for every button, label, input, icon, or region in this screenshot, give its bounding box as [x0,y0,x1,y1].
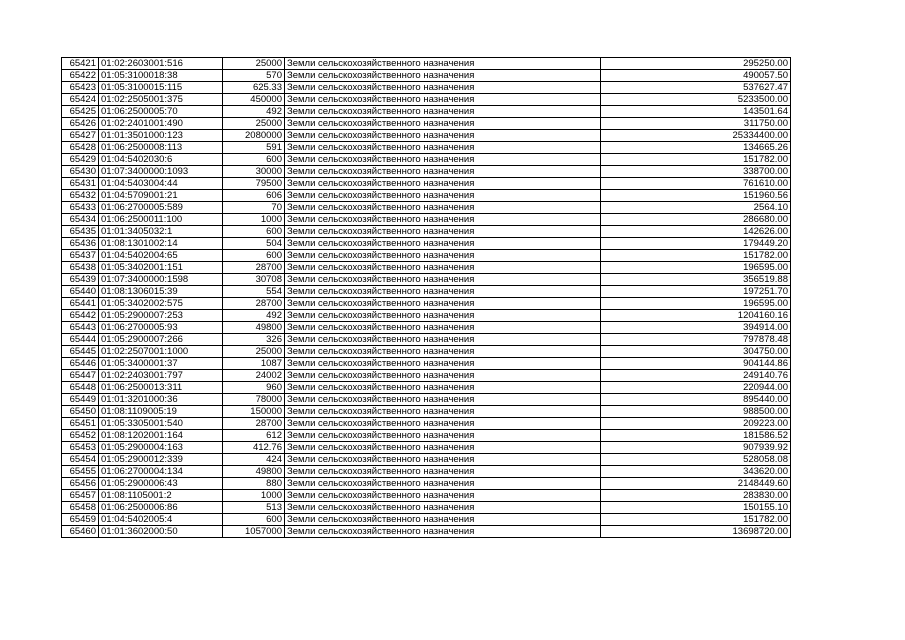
table-row [62,250,791,262]
land-category-cell: Земли сельскохозяйственного назначения [285,154,601,166]
table-row [62,178,791,190]
land-category-cell: Земли сельскохозяйственного назначения [285,142,601,154]
table-row [62,418,791,430]
row-number-cell: 65458 [62,502,99,514]
cadastral-value-cell: 142626.00 [601,226,791,238]
land-category-cell: Земли сельскохозяйственного назначения [285,322,601,334]
cadastral-value-cell: 895440.00 [601,394,791,406]
land-category-cell: Земли сельскохозяйственного назначения [285,238,601,250]
area-cell: 25000 [223,118,285,130]
area-cell: 513 [223,502,285,514]
table-body [62,58,791,538]
cadastral-number-cell: 01:06:2700005:93 [99,322,223,334]
cadastral-value-cell: 797878.48 [601,334,791,346]
land-category-cell: Земли сельскохозяйственного назначения [285,82,601,94]
table-row [62,430,791,442]
row-number-cell: 65430 [62,166,99,178]
cadastral-number-cell: 01:01:3405032:1 [99,226,223,238]
cadastral-value-cell: 25334400.00 [601,130,791,142]
area-cell: 600 [223,226,285,238]
cadastral-value-cell: 151782.00 [601,154,791,166]
cadastral-number-cell: 01:05:2900007:266 [99,334,223,346]
table-row [62,70,791,82]
cadastral-value-cell: 311750.00 [601,118,791,130]
area-cell: 2080000 [223,130,285,142]
land-category-cell: Земли сельскохозяйственного назначения [285,490,601,502]
area-cell: 960 [223,382,285,394]
row-number-cell: 65443 [62,322,99,334]
cadastral-value-cell: 209223.00 [601,418,791,430]
area-cell: 612 [223,430,285,442]
cadastral-number-cell: 01:06:2500013:311 [99,382,223,394]
cadastral-number-cell: 01:06:2500006:86 [99,502,223,514]
area-cell: 24002 [223,370,285,382]
land-category-cell: Земли сельскохозяйственного назначения [285,478,601,490]
land-category-cell: Земли сельскохозяйственного назначения [285,286,601,298]
area-cell: 1087 [223,358,285,370]
table-row [62,118,791,130]
table-row [62,490,791,502]
cadastral-number-cell: 01:08:1301002:14 [99,238,223,250]
cadastral-value-cell: 249140.76 [601,370,791,382]
area-cell: 49800 [223,466,285,478]
cadastral-number-cell: 01:01:3501000:123 [99,130,223,142]
cadastral-number-cell: 01:05:2900007:253 [99,310,223,322]
cadastral-number-cell: 01:04:5402005:4 [99,514,223,526]
row-number-cell: 65446 [62,358,99,370]
row-number-cell: 65427 [62,130,99,142]
row-number-cell: 65421 [62,58,99,70]
cadastral-value-cell: 904144.86 [601,358,791,370]
row-number-cell: 65451 [62,418,99,430]
cadastral-number-cell: 01:07:3400000:1598 [99,274,223,286]
cadastral-number-cell: 01:08:1202001:164 [99,430,223,442]
table-row [62,202,791,214]
cadastral-value-cell: 304750.00 [601,346,791,358]
area-cell: 70 [223,202,285,214]
cadastral-number-cell: 01:05:2900006:43 [99,478,223,490]
table-row [62,286,791,298]
area-cell: 554 [223,286,285,298]
area-cell: 49800 [223,322,285,334]
land-category-cell: Земли сельскохозяйственного назначения [285,442,601,454]
row-number-cell: 65437 [62,250,99,262]
land-category-cell: Земли сельскохозяйственного назначения [285,178,601,190]
land-category-cell: Земли сельскохозяйственного назначения [285,226,601,238]
land-category-cell: Земли сельскохозяйственного назначения [285,298,601,310]
area-cell: 326 [223,334,285,346]
row-number-cell: 65456 [62,478,99,490]
row-number-cell: 65436 [62,238,99,250]
area-cell: 600 [223,514,285,526]
row-number-cell: 65432 [62,190,99,202]
land-category-cell: Земли сельскохозяйственного назначения [285,370,601,382]
area-cell: 450000 [223,94,285,106]
area-cell: 625.33 [223,82,285,94]
row-number-cell: 65441 [62,298,99,310]
table-row [62,214,791,226]
area-cell: 504 [223,238,285,250]
area-cell: 591 [223,142,285,154]
row-number-cell: 65445 [62,346,99,358]
table-row [62,262,791,274]
table-row [62,358,791,370]
row-number-cell: 65453 [62,442,99,454]
land-category-cell: Земли сельскохозяйственного назначения [285,202,601,214]
land-category-cell: Земли сельскохозяйственного назначения [285,358,601,370]
table-row [62,298,791,310]
cadastral-value-cell: 528058.08 [601,454,791,466]
table-row [62,226,791,238]
cadastral-number-cell: 01:06:2500008:113 [99,142,223,154]
cadastral-value-cell: 197251.70 [601,286,791,298]
cadastral-value-cell: 338700.00 [601,166,791,178]
land-category-cell: Земли сельскохозяйственного назначения [285,526,601,538]
table-row [62,502,791,514]
table-row [62,190,791,202]
cadastral-value-cell: 150155.10 [601,502,791,514]
cadastral-value-cell: 151782.00 [601,514,791,526]
table-row [62,58,791,70]
cadastral-number-cell: 01:05:3100015:115 [99,82,223,94]
cadastral-value-cell: 13698720.00 [601,526,791,538]
cadastral-number-cell: 01:02:2505001:375 [99,94,223,106]
land-category-cell: Земли сельскохозяйственного назначения [285,250,601,262]
cadastral-number-cell: 01:04:5403004:44 [99,178,223,190]
land-category-cell: Земли сельскохозяйственного назначения [285,262,601,274]
table-row [62,142,791,154]
cadastral-number-cell: 01:02:2403001:797 [99,370,223,382]
land-category-cell: Земли сельскохозяйственного назначения [285,514,601,526]
cadastral-value-cell: 295250.00 [601,58,791,70]
land-category-cell: Земли сельскохозяйственного назначения [285,106,601,118]
table-row [62,106,791,118]
row-number-cell: 65449 [62,394,99,406]
row-number-cell: 65439 [62,274,99,286]
area-cell: 570 [223,70,285,82]
cadastral-number-cell: 01:01:3602000:50 [99,526,223,538]
cadastral-number-cell: 01:02:2507001:1000 [99,346,223,358]
row-number-cell: 65426 [62,118,99,130]
cadastral-value-cell: 907939.92 [601,442,791,454]
table-row [62,82,791,94]
table-row [62,130,791,142]
cadastral-number-cell: 01:08:1306015:39 [99,286,223,298]
cadastral-value-cell: 988500.00 [601,406,791,418]
cadastral-value-cell: 196595.00 [601,262,791,274]
cadastral-number-cell: 01:01:3201000:36 [99,394,223,406]
area-cell: 1000 [223,214,285,226]
cadastral-value-cell: 5233500.00 [601,94,791,106]
cadastral-value-cell: 134665.26 [601,142,791,154]
table-row [62,322,791,334]
row-number-cell: 65425 [62,106,99,118]
area-cell: 78000 [223,394,285,406]
area-cell: 25000 [223,346,285,358]
table-row [62,382,791,394]
row-number-cell: 65459 [62,514,99,526]
area-cell: 606 [223,190,285,202]
row-number-cell: 65440 [62,286,99,298]
row-number-cell: 65452 [62,430,99,442]
table-row [62,442,791,454]
land-category-cell: Земли сельскохозяйственного назначения [285,214,601,226]
cadastral-number-cell: 01:08:1105001:2 [99,490,223,502]
cadastral-value-cell: 181586.52 [601,430,791,442]
cadastral-number-cell: 01:05:3402002:575 [99,298,223,310]
table-row [62,94,791,106]
land-category-cell: Земли сельскохозяйственного назначения [285,190,601,202]
land-category-cell: Земли сельскохозяйственного назначения [285,70,601,82]
row-number-cell: 65435 [62,226,99,238]
cadastral-value-cell: 761610.00 [601,178,791,190]
row-number-cell: 65454 [62,454,99,466]
table-row [62,370,791,382]
land-category-cell: Земли сельскохозяйственного назначения [285,310,601,322]
land-category-cell: Земли сельскохозяйственного назначения [285,58,601,70]
row-number-cell: 65460 [62,526,99,538]
land-category-cell: Земли сельскохозяйственного назначения [285,130,601,142]
land-category-cell: Земли сельскохозяйственного назначения [285,466,601,478]
cadastral-value-cell: 2564.10 [601,202,791,214]
cadastral-number-cell: 01:08:1109005:19 [99,406,223,418]
cadastral-number-cell: 01:05:2900004:163 [99,442,223,454]
table-row [62,154,791,166]
land-category-cell: Земли сельскохозяйственного назначения [285,502,601,514]
land-category-cell: Земли сельскохозяйственного назначения [285,166,601,178]
cadastral-number-cell: 01:07:3400000:1093 [99,166,223,178]
area-cell: 492 [223,310,285,322]
cadastral-number-cell: 01:04:5402030:6 [99,154,223,166]
land-category-cell: Земли сельскохозяйственного назначения [285,94,601,106]
area-cell: 600 [223,154,285,166]
area-cell: 492 [223,106,285,118]
cadastral-number-cell: 01:04:5709001:21 [99,190,223,202]
row-number-cell: 65457 [62,490,99,502]
cadastral-value-cell: 286680.00 [601,214,791,226]
area-cell: 1000 [223,490,285,502]
row-number-cell: 65428 [62,142,99,154]
row-number-cell: 65444 [62,334,99,346]
land-category-cell: Земли сельскохозяйственного назначения [285,454,601,466]
table-row [62,466,791,478]
table-row [62,274,791,286]
cadastral-number-cell: 01:06:2700004:134 [99,466,223,478]
row-number-cell: 65424 [62,94,99,106]
table-row [62,166,791,178]
cadastral-number-cell: 01:02:2603001:516 [99,58,223,70]
cadastral-value-cell: 283830.00 [601,490,791,502]
land-parcels-table [61,57,791,538]
table-row [62,406,791,418]
land-category-cell: Земли сельскохозяйственного назначения [285,394,601,406]
cadastral-number-cell: 01:05:3100018:38 [99,70,223,82]
cadastral-value-cell: 151960.56 [601,190,791,202]
cadastral-value-cell: 537627.47 [601,82,791,94]
row-number-cell: 65455 [62,466,99,478]
row-number-cell: 65434 [62,214,99,226]
cadastral-number-cell: 01:04:5402004:65 [99,250,223,262]
table-row [62,478,791,490]
row-number-cell: 65423 [62,82,99,94]
table-row [62,310,791,322]
cadastral-number-cell: 01:02:2401001:490 [99,118,223,130]
cadastral-number-cell: 01:06:2500005:70 [99,106,223,118]
area-cell: 1057000 [223,526,285,538]
area-cell: 30708 [223,274,285,286]
area-cell: 28700 [223,418,285,430]
cadastral-number-cell: 01:06:2700005:589 [99,202,223,214]
cadastral-value-cell: 196595.00 [601,298,791,310]
row-number-cell: 65438 [62,262,99,274]
table-row [62,346,791,358]
area-cell: 880 [223,478,285,490]
land-category-cell: Земли сельскохозяйственного назначения [285,382,601,394]
area-cell: 150000 [223,406,285,418]
area-cell: 600 [223,250,285,262]
land-category-cell: Земли сельскохозяйственного назначения [285,346,601,358]
land-parcels-sheet [61,57,791,538]
land-category-cell: Земли сельскохозяйственного назначения [285,334,601,346]
land-category-cell: Земли сельскохозяйственного назначения [285,406,601,418]
cadastral-value-cell: 394914.00 [601,322,791,334]
row-number-cell: 65442 [62,310,99,322]
cadastral-number-cell: 01:05:3305001:540 [99,418,223,430]
cadastral-value-cell: 220944.00 [601,382,791,394]
area-cell: 28700 [223,262,285,274]
row-number-cell: 65431 [62,178,99,190]
land-category-cell: Земли сельскохозяйственного назначения [285,430,601,442]
row-number-cell: 65433 [62,202,99,214]
cadastral-value-cell: 343620.00 [601,466,791,478]
table-row [62,526,791,538]
table-row [62,454,791,466]
cadastral-number-cell: 01:05:2900012:339 [99,454,223,466]
row-number-cell: 65448 [62,382,99,394]
cadastral-number-cell: 01:06:2500011:100 [99,214,223,226]
row-number-cell: 65450 [62,406,99,418]
area-cell: 30000 [223,166,285,178]
row-number-cell: 65429 [62,154,99,166]
cadastral-value-cell: 356519.88 [601,274,791,286]
area-cell: 424 [223,454,285,466]
table-row [62,394,791,406]
row-number-cell: 65447 [62,370,99,382]
cadastral-value-cell: 2148449.60 [601,478,791,490]
table-row [62,238,791,250]
cadastral-value-cell: 490057.50 [601,70,791,82]
area-cell: 412.76 [223,442,285,454]
cadastral-value-cell: 1204160.16 [601,310,791,322]
row-number-cell: 65422 [62,70,99,82]
area-cell: 25000 [223,58,285,70]
land-category-cell: Земли сельскохозяйственного назначения [285,118,601,130]
cadastral-value-cell: 179449.20 [601,238,791,250]
area-cell: 79500 [223,178,285,190]
cadastral-number-cell: 01:05:3400001:37 [99,358,223,370]
land-category-cell: Земли сельскохозяйственного назначения [285,274,601,286]
cadastral-value-cell: 143501.64 [601,106,791,118]
cadastral-value-cell: 151782.00 [601,250,791,262]
land-category-cell: Земли сельскохозяйственного назначения [285,418,601,430]
cadastral-number-cell: 01:05:3402001:151 [99,262,223,274]
area-cell: 28700 [223,298,285,310]
table-row [62,514,791,526]
table-row [62,334,791,346]
